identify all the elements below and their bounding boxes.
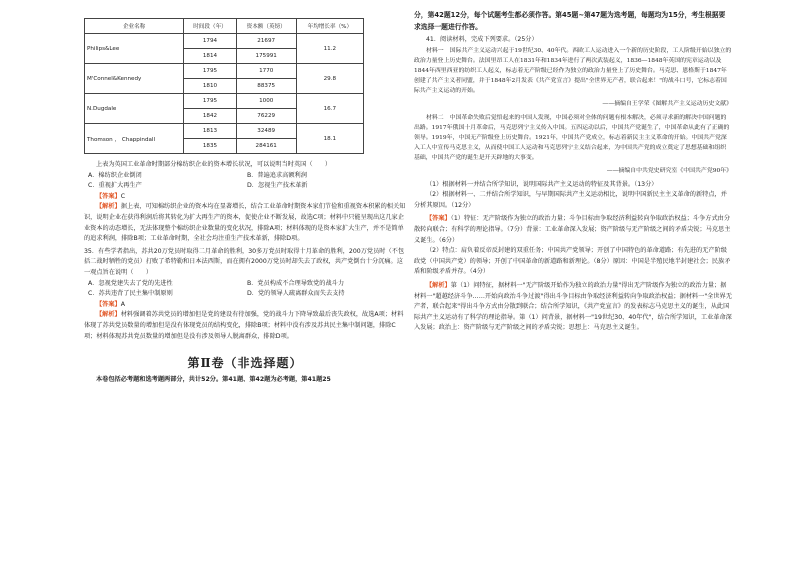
table-row bbox=[85, 34, 364, 49]
table-header: 企业名称 bbox=[85, 19, 184, 34]
option-d: D．忽视生产技术革新 bbox=[247, 182, 308, 190]
analysis-label: 【解析】 bbox=[96, 203, 121, 211]
material-2-source: ——摘编自中共党史研究室《中国共产党90年》 bbox=[606, 167, 732, 174]
answer-label: 【答案】 bbox=[96, 300, 121, 308]
year-cell: 1835 bbox=[184, 139, 236, 154]
capital-cell: 76229 bbox=[236, 109, 296, 124]
capital-cell: 1000 bbox=[236, 94, 296, 109]
answer-label: 【答案】 bbox=[426, 215, 451, 223]
capital-cell: 1770 bbox=[236, 64, 296, 79]
company-name: Thomson ， Chappindall bbox=[85, 124, 184, 154]
table-row bbox=[85, 64, 364, 79]
q35-analysis bbox=[84, 310, 406, 342]
table-header-row bbox=[85, 19, 364, 34]
option-b: B．党员构成不合理导致党的战斗力 bbox=[247, 279, 345, 287]
q35-stem: 35．有些学者指出，苏共20万党员时取得二月革命的胜利，30多万党员时取得十月革命的胜利，200万党员时（不包括二战时牺牲的党员）打败了希特勒和日本法西斯，而在拥有2000万党员时却失去了政权，共产党倒台十分沉痛。这一观点旨在说明（ ） bbox=[84, 247, 405, 276]
section-title: 第Ⅱ卷（非选择题） bbox=[187, 356, 303, 371]
year-cell: 1794 bbox=[184, 34, 236, 49]
rate-cell: 11.2 bbox=[296, 34, 363, 64]
q41-analysis bbox=[414, 281, 732, 334]
table-row bbox=[85, 124, 364, 139]
material-2: 材料二 中国革命失败后觉悟起来的中国人发现，中国必须对全体的问题有根本解决，必须寻求新的解决中国问题的出路。1917年俄国十月革命后，马克思列宁主义传入中国。五四运动以后，中国共产党诞生了，中国革命从此有了正确的领导。1919年，中国无产阶级登上历史舞台。1921年，中国共产党成立，标志着新民主主义革命的开始。中国共产党深入工人中宣传马克思主义，从而使中国工人运动和马克思列宁主义结合起来，为中国共产党的成立奠定了思想基础和组织基础，中国共产党的诞生是开天辟地的大事变。 bbox=[414, 114, 730, 162]
section-intro: 分，第42题12分，每个试题考生都必须作答。第45题~第47题为选考题，每题均为15分，考生根据要求选择一题进行作答。 bbox=[414, 11, 726, 31]
answer-value: A bbox=[120, 300, 125, 308]
q41-stem: 41．阅读材料，完成下列要求。（25分） bbox=[426, 36, 538, 43]
year-cell: 1813 bbox=[184, 124, 236, 139]
q41-answer-1 bbox=[414, 214, 732, 246]
company-name: N.Dugdale bbox=[85, 94, 184, 124]
company-name: M'Connel&Kennedy bbox=[85, 64, 184, 94]
year-cell: 1795 bbox=[184, 64, 236, 79]
answer-text: （1）特征：无产阶级作为独立的政治力量；斗争目标由争取经济利益转向争取政治权益；斗争方式由分散转向联合；有科学的理论指导。（7分）背景：工业革命深入发展；资产阶级与无产阶级之间的矛盾尖锐；马克思主义诞生。（6分） bbox=[414, 215, 731, 244]
capital-cell: 21697 bbox=[236, 34, 296, 49]
year-cell: 1842 bbox=[184, 109, 236, 124]
q35-options bbox=[84, 279, 406, 300]
q35-answer bbox=[84, 300, 406, 311]
q34-options bbox=[84, 171, 406, 192]
table-row bbox=[85, 94, 364, 109]
year-cell: 1814 bbox=[184, 49, 236, 64]
rate-cell: 16.7 bbox=[296, 94, 363, 124]
q34-stem: 上表为英国工业革命时期部分棉纺织企业的资本增长状况，可以说明当时英国（ ） bbox=[96, 161, 332, 168]
q34-analysis bbox=[84, 202, 406, 244]
option-a: A．忽视党建失去了党的先进性 bbox=[88, 279, 173, 287]
capital-cell: 88375 bbox=[236, 79, 296, 94]
analysis-text: 第（1）问特征，据材料一"无产阶级开始作为独立的政治力量"得出无产阶级作为独立的政治力量；据材料一"超越经济斗争……开始向政治斗争过渡"得出斗争目标由争取经济利益转向争取政治权益；据材料一"全世界无产者，联合起来"得出斗争方式由分散到联合；结合所学知识，《共产党宣言》的发表标志马克思主义的诞生，从此国际共产主义运动有了科学的理论指导。第（1）问背景，据材料一"19世纪30、40年代"，结合所学知识，工业革命深入发展；政治上：资产阶级与无产阶级之间的矛盾尖锐；思想上：马克思主义诞生。 bbox=[414, 281, 732, 332]
analysis-text: 据上表，可知棉纺织企业的资本均在显著增长，结合工业革命时期资本家们节俭和重视资本积累的相关知识，说明企业在获得利润后将其转化为扩大再生产的资本，促使企业不断发展，故选C项；材料中只能呈现出这几家企业资本的动态增长，无法体现整个棉纺织企业数量的变化状况，排除A项；材料体现的是资本家扩大生产，并不是简单的追求利润，排除B项；工业革命时期，全社会均注重生产技术革新，排除D项。 bbox=[84, 203, 406, 243]
right-column bbox=[414, 10, 732, 334]
material-1: 材料一 国际共产主义运动兴起于19世纪30、40年代。西欧工人运动进入一个新的历史阶段，工人阶级开始以独立的政治力量登上历史舞台。法国里昂工人在1831年和1834年进行了两次武装起义，1836—1848年英国的宪章运动以及1844年西里西亚的纺织工人起义，标志着无产阶级已经作为独立的政治力量登上了历史舞台。马克思、恩格斯于1847年创建了共产主义者同盟，并于1848年2月发表《共产党宣言》提出"全世界无产者，联合起来！"的战斗口号，它标志着国际共产主义运动的开始。 bbox=[414, 47, 732, 95]
table-header: 时间段（年） bbox=[184, 19, 236, 34]
capital-cell: 32489 bbox=[236, 124, 296, 139]
rate-cell: 29.8 bbox=[296, 64, 363, 94]
year-cell: 1810 bbox=[184, 79, 236, 94]
table-header: 资本额（英镑） bbox=[236, 19, 296, 34]
q34-answer bbox=[84, 192, 406, 203]
answer-label: 【答案】 bbox=[96, 192, 121, 200]
option-a: A．棉纺织企业倒闭 bbox=[88, 171, 142, 179]
option-b: B．普遍追求高额利润 bbox=[247, 171, 307, 179]
q41-part-1: （1）根据材料一并结合所学知识，说明国际共产主义运动的特征及其背景。（13分） bbox=[426, 180, 658, 188]
year-cell: 1795 bbox=[184, 94, 236, 109]
capital-cell: 284161 bbox=[236, 139, 296, 154]
analysis-label: 【解析】 bbox=[426, 281, 451, 289]
material-1-source: ——摘编自王学荣《图解共产主义运动历史文献》 bbox=[602, 100, 732, 107]
section-note: 本卷包括必考题和选考题两部分，共计52分。第41题、第42题为必考题，第41题25 bbox=[96, 376, 331, 384]
option-c: C．重视扩大再生产 bbox=[88, 182, 142, 190]
left-column bbox=[84, 10, 406, 386]
company-name: Philips&Lee bbox=[85, 34, 184, 64]
rate-cell: 18.1 bbox=[296, 124, 363, 154]
option-d: D．党的领导人疏离群众而失去支持 bbox=[247, 290, 345, 298]
capital-growth-table bbox=[84, 18, 364, 154]
table-header: 年均增长率（%） bbox=[296, 19, 363, 34]
analysis-text: 材料强调着苏共党员的增加但是党的建设有待加强，党的战斗力下降导致最后丧失政权，故选A项；材料体现了苏共党员数量的增加但是没有体现党员的结构变化，排除B项；材料中没有涉及苏共民主集中制问题，排除C项；材料体现苏共党员数量的增加但是没有涉及领导人脱离群众，排除D项。 bbox=[84, 311, 404, 340]
answer-value: C bbox=[120, 192, 126, 200]
option-c: C．苏共违背了民主集中制原则 bbox=[88, 290, 173, 298]
q41-answer-2: （2）特点：肩负着反帝反封建的双重任务；中国共产党领导；开创了中国特色的革命道路；有先进的无产阶级政党（中国共产党）的领导；开创了中国革命的新道路和新理论。（8分）原因：中国是半殖民地半封建社会；民族矛盾和阶级矛盾并存。（4分） bbox=[414, 247, 731, 276]
capital-cell: 175991 bbox=[236, 49, 296, 64]
q41-part-2: （2）根据材料一、二并结合所学知识，与早期国际共产主义运动相比，说明中国新民主主义革命的新特点，并分析其原因。（12分） bbox=[414, 191, 727, 209]
analysis-label: 【解析】 bbox=[96, 311, 121, 319]
